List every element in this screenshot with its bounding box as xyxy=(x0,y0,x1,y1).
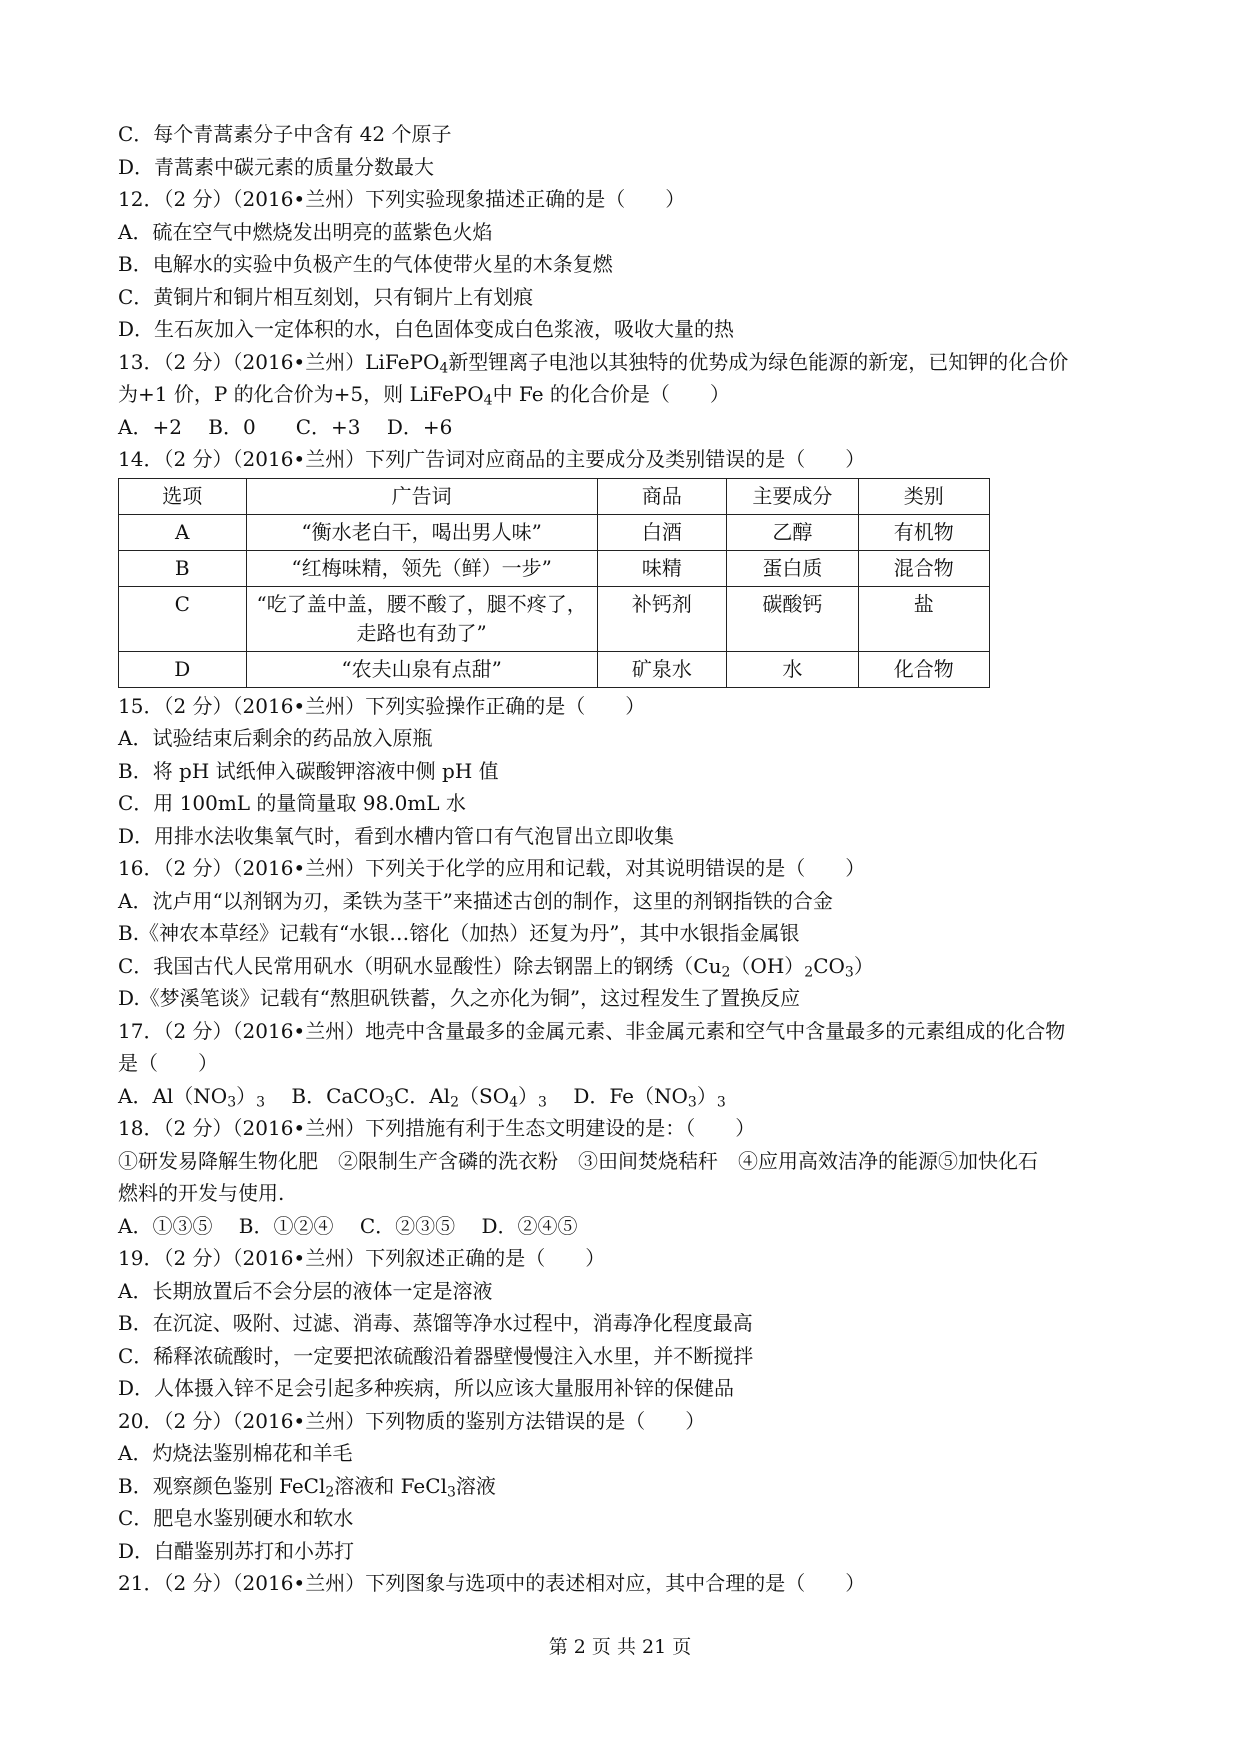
cell-product: 矿泉水 xyxy=(597,651,726,687)
header-category: 类别 xyxy=(858,478,989,514)
cell-category: 有机物 xyxy=(858,514,989,550)
exam-page xyxy=(118,118,1128,1600)
ad-table xyxy=(118,478,990,688)
q15-stem: 15．（2 分）（2016•兰州）下列实验操作正确的是（ ） xyxy=(118,693,646,718)
q20-option-d: D．白醋鉴别苏打和小苏打 xyxy=(118,1538,355,1563)
q18-items-line1: ①研发易降解生物化肥 ②限制生产含磷的洗衣粉 ③田间焚烧秸秆 ④应用高效洁净的能源⑤加快化石 xyxy=(118,1148,1038,1173)
cell-option: A xyxy=(119,514,247,550)
cell-category: 混合物 xyxy=(858,550,989,586)
header-product: 商品 xyxy=(597,478,726,514)
q12-option-c: C．黄铜片和铜片相互刻划，只有铜片上有划痕 xyxy=(118,284,534,309)
q11-option-d: D．青蒿素中碳元素的质量分数最大 xyxy=(118,154,435,179)
q17-stem-line2: 是（ ） xyxy=(118,1051,218,1075)
q21-stem: 21．（2 分）（2016•兰州）下列图象与选项中的表述相对应，其中合理的是（ ） xyxy=(118,1571,866,1595)
q17-options: A．$Al(NO_3)_3$ B．CaCO$_3$C．$Al_2(SO_4)_3$ D．$Fe(NO_3)_3$ xyxy=(118,1083,726,1110)
header-option: 选项 xyxy=(119,478,247,514)
q15-option-c: C．用 100mL 的量筒量取 98.0mL 水 xyxy=(118,791,466,815)
q16-option-d: D.《梦溪笔谈》记载有“熬胆矾铁蓄，久之亦化为铜”，这过程发生了置换反应 xyxy=(118,986,801,1010)
q17-stem-line1: 17．（2 分）（2016•兰州）地壳中含量最多的金属元素、非金属元素和空气中含量最多的元素组成的化合物 xyxy=(118,1018,1066,1043)
ad-table-row xyxy=(119,586,990,651)
cell-option: D xyxy=(119,651,247,687)
ad-table-row xyxy=(119,651,990,687)
q19-stem: 19．（2 分）（2016•兰州）下列叙述正确的是（ ） xyxy=(118,1246,606,1270)
q12-option-b: B．电解水的实验中负极产生的气体使带火星的木条复燃 xyxy=(118,252,613,276)
header-main-component: 主要成分 xyxy=(727,478,858,514)
ad-table-row xyxy=(119,550,990,586)
cell-option: B xyxy=(119,550,247,586)
question-block-20-21 xyxy=(118,1502,1128,1600)
cell-category: 化合物 xyxy=(858,651,989,687)
cell-main-component: 碳酸钙 xyxy=(727,586,858,651)
q20-option-a: A．灼烧法鉴别棉花和羊毛 xyxy=(118,1441,353,1465)
question-block-15-16 xyxy=(118,690,1128,950)
q19-option-a: A．长期放置后不会分层的液体一定是溶液 xyxy=(118,1278,493,1303)
q16-stem: 16．（2 分）（2016•兰州）下列关于化学的应用和记载，对其说明错误的是（ ） xyxy=(118,856,866,880)
q18-options: A．①③⑤ B．①②④ C．②③⑤ D．②④⑤ xyxy=(118,1213,578,1238)
q18-items-line2: 燃料的开发与使用. xyxy=(118,1181,285,1205)
cell-slogan: “衡水老白干，喝出男人味” xyxy=(246,514,597,550)
question-block-18-20 xyxy=(118,1112,1128,1470)
question-14 xyxy=(118,443,1128,688)
question-block-11-12 xyxy=(118,118,1128,346)
q19-option-c: C．稀释浓硫酸时，一定要把浓硫酸沿着器壁慢慢注入水里，并不断搅拌 xyxy=(118,1343,754,1368)
cell-slogan: “红梅味精，领先（鲜）一步” xyxy=(246,550,597,586)
q16-option-a: A．沈卢用“以剂钢为刃，柔铁为茎干”来描述古创的制作，这里的剂钢指铁的合金 xyxy=(118,888,833,913)
q15-option-b: B．将 pH 试纸伸入碳酸钾溶液中侧 pH 值 xyxy=(118,758,499,783)
cell-option: C xyxy=(119,586,247,651)
cell-product: 白酒 xyxy=(597,514,726,550)
ad-table-row xyxy=(119,514,990,550)
cell-main-component: 乙醇 xyxy=(727,514,858,550)
q14-stem: 14．（2 分）（2016•兰州）下列广告词对应商品的主要成分及类别错误的是（ ） xyxy=(118,447,866,471)
q12-stem: 12．（2 分）（2016•兰州）下列实验现象描述正确的是（ ） xyxy=(118,187,686,211)
header-slogan: 广告词 xyxy=(246,478,597,514)
q18-stem: 18．（2 分）（2016•兰州）下列措施有利于生态文明建设的是：（ ） xyxy=(118,1116,756,1140)
cell-slogan: “吃了盖中盖，腰不酸了，腿不疼了，走路也有劲了” xyxy=(246,586,597,651)
q13-stem-line1: 13．（2 分）（2016•兰州）LiFePO$_4$新型锂离子电池以其独特的优势成为绿色能源的新宠，已知钾的化合价 xyxy=(118,349,1069,376)
q16-option-c: C．我国古代人民常用矾水（明矾水显酸性）除去钢噐上的钢绣$(Cu_2(OH)_2CO_3)$ xyxy=(118,953,874,980)
q19-option-b: B．在沉淀、吸附、过滤、消毒、蒸馏等净水过程中，消毒净化程度最高 xyxy=(118,1311,753,1335)
cell-product: 味精 xyxy=(597,550,726,586)
question-17 xyxy=(118,1015,1128,1113)
cell-category: 盐 xyxy=(858,586,989,651)
q20-option-b: B．观察颜色鉴别 FeCl$_2$溶液和 FeCl$_3$溶液 xyxy=(118,1473,496,1500)
q16-option-b: B.《神农本草经》记载有“水银…镕化（加热）还复为丹”，其中水银指金属银 xyxy=(118,921,800,945)
q20-option-c: C．肥皂水鉴别硬水和软水 xyxy=(118,1506,354,1530)
q15-option-a: A．试验结束后剩余的药品放入原瓶 xyxy=(118,726,433,750)
q11-option-c: C．每个青蒿素分子中含有 42 个原子 xyxy=(118,122,452,146)
question-13 xyxy=(118,346,1128,444)
page-footer: 第 2 页 共 21 页 xyxy=(548,1636,692,1658)
q20-stem: 20．（2 分）（2016•兰州）下列物质的鉴别方法错误的是（ ） xyxy=(118,1408,706,1433)
q19-option-d: D．人体摄入锌不足会引起多种疾病，所以应该大量服用补锌的保健品 xyxy=(118,1376,735,1400)
cell-main-component: 水 xyxy=(727,651,858,687)
cell-slogan: “农夫山泉有点甜” xyxy=(246,651,597,687)
ad-table-header-row xyxy=(119,478,990,514)
q12-option-d: D．生石灰加入一定体积的水，白色固体变成白色浆液，吸收大量的热 xyxy=(118,317,735,341)
q12-option-a: A．硫在空气中燃烧发出明亮的蓝紫色火焰 xyxy=(118,219,493,244)
q15-option-d: D．用排水法收集氧气时，看到水槽内管口有气泡冒出立即收集 xyxy=(118,823,675,848)
q13-stem-line2: 为+1 价，P 的化合价为+5，则 LiFePO$_4$中 Fe 的化合价是（ ） xyxy=(118,382,730,409)
cell-product: 补钙剂 xyxy=(597,586,726,651)
cell-main-component: 蛋白质 xyxy=(727,550,858,586)
q13-options: A．+2 B．0 C．+3 D．+6 xyxy=(118,414,453,439)
